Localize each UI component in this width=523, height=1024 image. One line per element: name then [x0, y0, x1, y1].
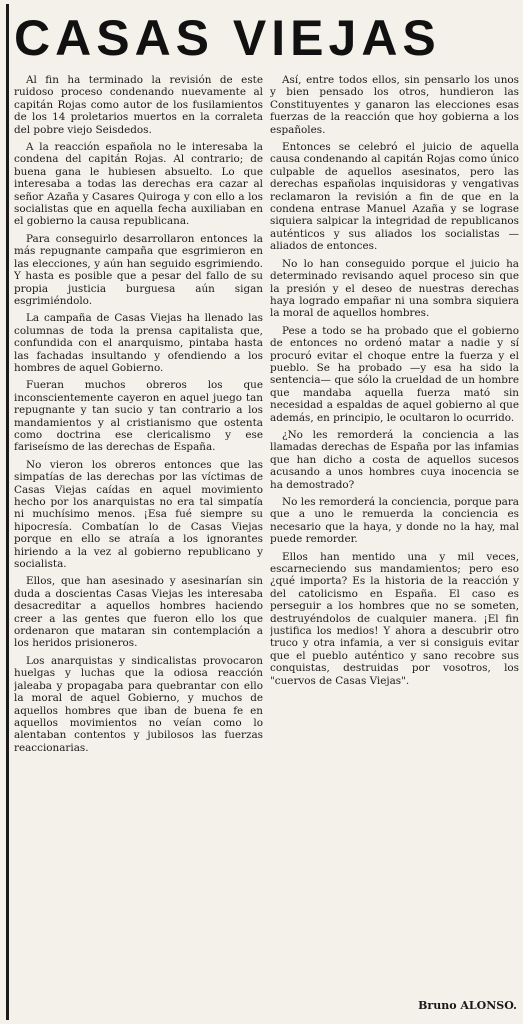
paragraph: Para conseguirlo desarrollaron entonces la más repugnante campaña que esgrimieron en las elecciones, y aún han seguido esgrimiendo. Y hasta es posible que a pesar del fallo de su propia justicia burguesa aún sigan esgrimiéndolo.	[14, 232, 263, 307]
author-byline: Bruno ALONSO.	[418, 999, 517, 1012]
paragraph: Ellos, que han asesinado y asesinarían sin duda a doscientas Casas Viejas les interesaba desacreditar a aquellos hombres haciendo creer a las gentes que fueron ello los que ordenaron que mataran sin contemplación a los heridos prisioneros.	[14, 575, 263, 650]
paragraph: A la reacción española no le interesaba la condena del capitán Rojas. Al contrario; de buena gana le hubiesen absuelto. Lo que interesaba a todas las derechas era cazar al señor Azaña y Casares Quiroga y con ello a los socialistas que en aquella fecha auxiliaban en el gobierno la causa republicana.	[14, 141, 263, 228]
paragraph: No vieron los obreros entonces que las simpatías de las derechas por las víctimas de Casas Viejas caídas en aquel movimiento hecho por los anarquistas no era tal simpatía ni muchísimo menos. ¡Esa fué siempre su hipocresía. Combatían lo de Casas Viejas porque en ello se atraía a los ignorantes hiriendo a la vez al gobierno republicano y socialista.	[14, 458, 263, 571]
paragraph: La campaña de Casas Viejas ha llenado las columnas de toda la prensa capitalista que, confundida con el anarquismo, pintaba hasta las fachadas insultando y ofendiendo a los hombres de aquel Gobierno.	[14, 312, 263, 374]
paragraph: ¿No les remorderá la conciencia a las llamadas derechas de España por las infamias que han dicho a costa de aquellos sucesos acusando a unos hombres cuya inocencia se ha demostrado?	[270, 428, 519, 491]
paragraph: Entonces se celebró el juicio de aquella causa condenando al capitán Rojas como único culpable de aquellos asesinatos, pero las derechas españolas inquisidoras y vengativas reclamaron la revisión a fin de que en la condena entrase Manuel Azaña y se lograse siquiera salpicar la integridad de republicanos auténticos y sus aliados los socialistas —aliados de entonces.	[270, 141, 519, 253]
paragraph: Al fin ha terminado la revisión de este ruidoso proceso condenando nuevamente al capitán Rojas como autor de los fusilamientos de los 14 proletarios muertos en la corraleta del pobre viejo Seisdedos.	[14, 74, 263, 136]
paragraph: Así, entre todos ellos, sin pensarlo los unos y bien pensado los otros, hundieron las Constituyentes y ganaron las elecciones esas fuerzas de la reacción que hoy gobierna a los españoles.	[270, 74, 519, 136]
paragraph: Fueran muchos obreros los que inconscientemente cayeron en aquel juego tan repugnante y tan sucio y tan contrario a los mandamientos y al cristianismo que ostenta como doctrina ese clericalismo y ese fariseísmo de las derechas de España.	[14, 379, 263, 454]
paragraph: Ellos han mentido una y mil veces, escarneciendo sus mandamientos; pero eso ¿qué importa? Es la historia de la reacción y del catolicismo en España. El caso es perseguir a los hombres que no se someten, destruyéndolos de cualquier manera. ¡El fin justifica los medios! Y ahora a descubrir otro truco y otra infamia, a ver si consiguis evitar que el pueblo auténtico y sano recobre sus conquistas, destruidas por vosotros, los "cuervos de Casas Viejas".	[270, 550, 519, 687]
paragraph: Los anarquistas y sindicalistas provocaron huelgas y luchas que la odiosa reacción jaleaba y propagaba para quebrantar con ello la moral de aquel Gobierno, y muchos de aquellos hombres que iban de buena fe en aquellos movimientos no veían como lo alentaban contentos y jubilosos las fuerzas reaccionarias.	[14, 654, 263, 754]
column-rule	[6, 4, 9, 1020]
paragraph: Pese a todo se ha probado que el gobierno de entonces no ordenó matar a nadie y sí procuró evitar el choque entre la fuerza y el pueblo. Se ha probado —y esa ha sido la sentencia— que sólo la crueldad de un hombre que mandaba aquella fuerza mató sin necesidad a espaldas de aquel gobierno al que además, en principio, le ocultaron lo ocurrido.	[270, 324, 519, 424]
article-headline: CASAS VIEJAS	[14, 10, 441, 66]
article-body	[14, 74, 519, 984]
paragraph: No les remorderá la conciencia, porque para que a uno le remuerda la conciencia es necesario que la haya, y donde no la hay, mal puede remorder.	[270, 496, 519, 546]
left-column	[14, 74, 263, 984]
right-column	[270, 74, 519, 984]
paragraph: No lo han conseguido porque el juicio ha determinado revisando aquel proceso sin que la presión y el deseo de nuestras derechas haya logrado empañar ni una sombra siquiera la moral de aquellos hombres.	[270, 257, 519, 320]
